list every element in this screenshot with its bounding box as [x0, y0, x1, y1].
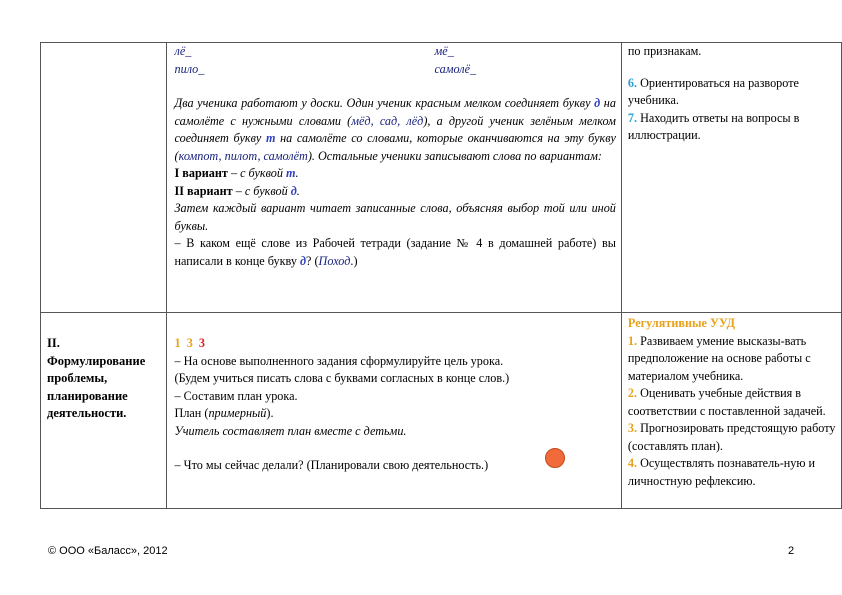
uud-number: 6. [627, 75, 638, 90]
text: на самолёте со словами, которые оканчиваются на эту букву ( [174, 131, 616, 163]
uud-number: 2. [627, 386, 638, 400]
text: ), а другой ученик зелёным мелком соединяет букву [174, 113, 616, 145]
variant-label: I вариант [174, 166, 228, 180]
uud-item [628, 75, 837, 110]
uud-text: Развиваем умение высказы-вать предположение на основе работы с материалом учебника. [627, 333, 811, 383]
activity-line: – Составим план урока. [174, 388, 298, 403]
uud-line: по признакам. [627, 44, 702, 58]
activity-line: (Будем учиться писать слова с буквами согласных в конце слов.) [174, 371, 510, 385]
text: – с буквой [227, 166, 286, 180]
table-row [41, 43, 842, 313]
table-row [41, 313, 842, 509]
text: План ( [174, 406, 209, 420]
code-numbers [175, 335, 616, 353]
uud-text: Осуществлять познаватель-ную и личностную рефлексию. [627, 456, 816, 488]
uud-number: 4. [627, 456, 638, 470]
word-pair-row [175, 61, 616, 79]
uud-item [628, 333, 837, 386]
text: Два ученика работают у доски. Один ученик красным мелком соединяет букву [174, 96, 595, 110]
uud-cell [621, 313, 841, 509]
stage-label: II. Формулирование проблемы, планирование деятельности. [47, 336, 146, 420]
code-number: 1 [174, 336, 181, 350]
activity-line: – На основе выполненного задания сформулируйте цель урока. [174, 353, 504, 368]
word-blank: лё_ [174, 44, 192, 58]
code-number: 3 [198, 336, 205, 350]
orange-dot-marker [545, 448, 565, 468]
uud-text: Прогнозировать предстоящую работу (составлять план). [627, 421, 836, 453]
activity-line: Учитель составляет план вместе с детьми. [174, 423, 407, 438]
letter: т [285, 166, 296, 180]
text: ). Остальные ученики записывают слова по вариантам: [307, 148, 602, 163]
uud-heading: Регулятивные УУД [627, 316, 735, 330]
uud-text: Ориентироваться на развороте учебника. [627, 75, 799, 107]
text: примерный [208, 406, 267, 420]
uud-item [628, 420, 837, 455]
stage-cell [41, 313, 167, 509]
uud-item [628, 110, 837, 145]
word-list: мёд, сад, лёд [351, 113, 424, 128]
letter: д [290, 183, 297, 198]
activity-line: – Что мы сейчас делали? (Планировали свою деятельность.) [174, 458, 489, 472]
text: ? ( [306, 253, 319, 268]
stage-label [41, 43, 166, 51]
variant-1: I вариант – с буквой т. [174, 166, 299, 180]
text: – В каком ещё слове из Рабочей тетради (задание № 4 в домашней работе) вы написали в конце букву [174, 236, 616, 268]
uud-cell [621, 43, 841, 313]
lesson-table [40, 42, 842, 509]
activity-cell [166, 313, 621, 509]
uud-number: 7. [627, 110, 638, 125]
copyright-footer: © ООО «Баласс», 2012 [48, 545, 168, 557]
uud-item [628, 455, 837, 490]
text: – с буквой [232, 183, 291, 198]
letter: д [299, 253, 307, 268]
uud-text: Оценивать учебные действия в соответствии с поставленной задачей. [627, 386, 826, 418]
word-blank: мё_ [434, 44, 454, 58]
word-pair-row [175, 43, 616, 61]
variant-2: II вариант – с буквой д. [174, 183, 300, 198]
activity-cell [166, 43, 621, 313]
uud-text: Находить ответы на вопросы в иллюстрации. [627, 110, 800, 142]
uud-number: 3. [627, 421, 638, 435]
answer-word: Поход [318, 253, 351, 268]
instruction-paragraph: Затем каждый вариант читает записанные слова, объясняя выбор той или иной буквы. [174, 201, 616, 233]
word-blank: пило_ [174, 61, 205, 76]
word-list: компот, пилот, самолёт [178, 148, 308, 163]
text: на самолёте с нужными словами ( [174, 96, 616, 128]
page-number: 2 [788, 545, 795, 557]
letter: д [594, 96, 601, 110]
stage-cell [41, 43, 167, 313]
uud-number: 1. [627, 333, 638, 348]
code-number: 3 [186, 336, 193, 350]
word-blank: самолё_ [434, 61, 477, 76]
instruction-paragraph [175, 95, 616, 165]
question-paragraph [175, 235, 616, 270]
text: .) [350, 253, 358, 268]
letter: т [265, 131, 276, 145]
text: ). [266, 406, 274, 420]
variant-label: II вариант [174, 183, 233, 198]
uud-item [628, 385, 837, 420]
activity-line [175, 405, 616, 423]
